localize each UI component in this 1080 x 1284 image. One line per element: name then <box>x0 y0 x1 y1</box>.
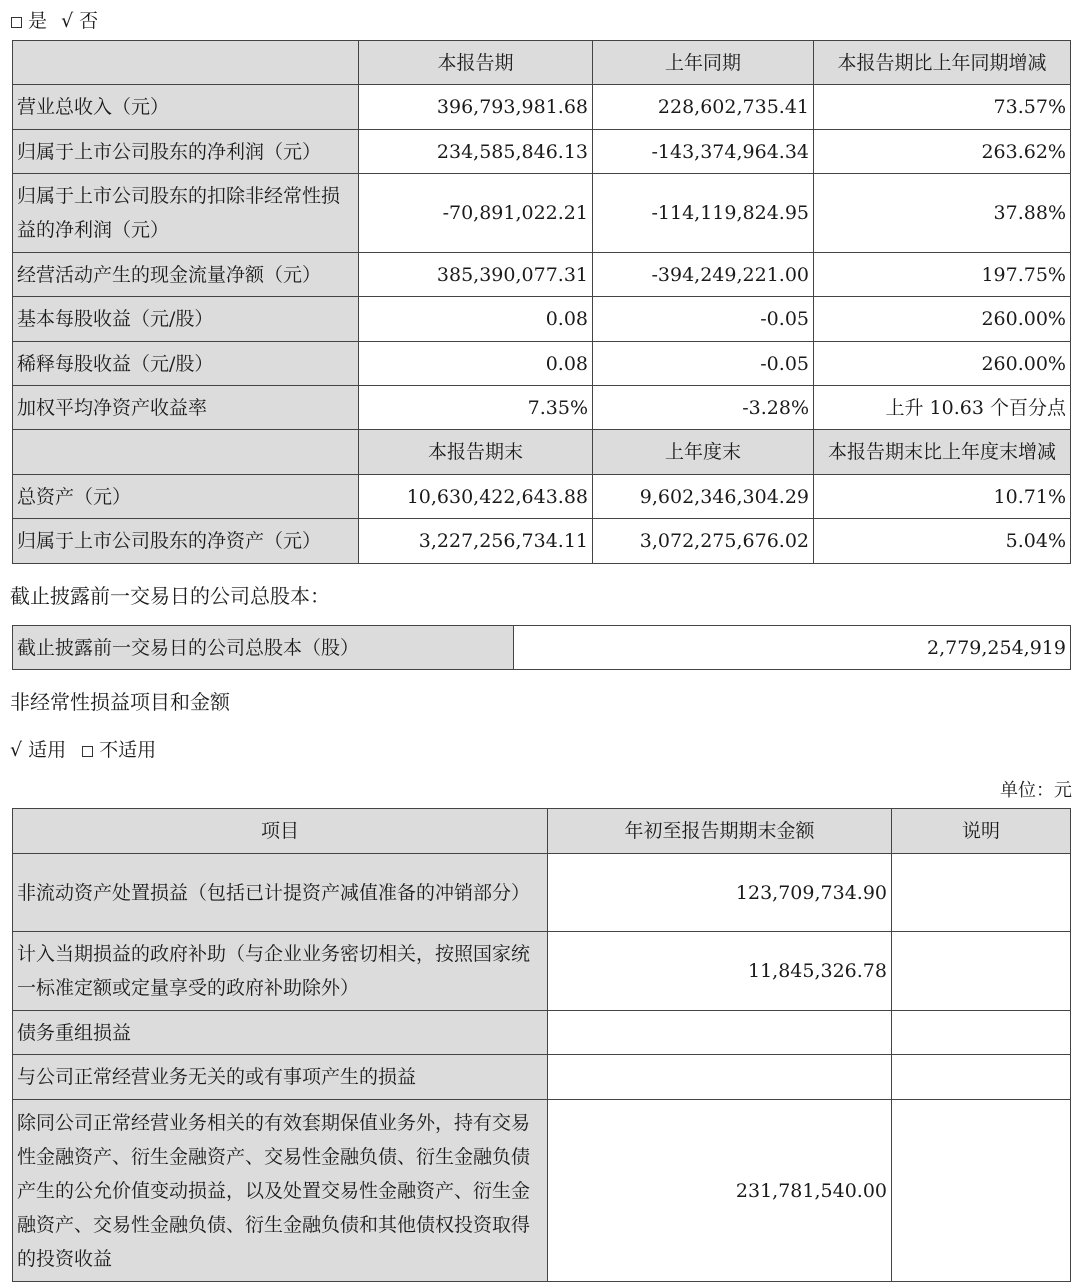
row-label: 计入当期损益的政府补助（与企业业务密切相关，按照国家统一标准定额或定量享受的政府补助除外） <box>13 932 548 1011</box>
row-label: 与公司正常经营业务无关的或有事项产生的损益 <box>13 1055 548 1100</box>
table-header-row <box>13 41 1071 85</box>
applicable-yes-label: 适用 <box>28 739 67 761</box>
cell-value: -0.05 <box>593 297 814 342</box>
table-header-row-2 <box>13 430 1071 475</box>
cell-note <box>892 932 1071 1011</box>
table-row <box>13 85 1071 130</box>
table-row <box>13 130 1071 174</box>
row-label: 加权平均净资产收益率 <box>13 386 359 430</box>
option-yes-label: 是 <box>28 10 48 32</box>
row-label: 非流动资产处置损益（包括已计提资产减值准备的冲销部分） <box>13 854 548 932</box>
header-note: 说明 <box>892 809 1071 854</box>
row-label: 稀释每股收益（元/股） <box>13 342 359 386</box>
unit-label: 单位：元 <box>1000 780 1072 801</box>
cell-value: 263.62% <box>814 130 1071 174</box>
share-capital-table <box>12 625 1071 670</box>
report-option-line <box>10 6 98 33</box>
row-label: 营业总收入（元） <box>13 85 359 130</box>
table-row <box>13 386 1071 430</box>
cell-value <box>548 1055 892 1100</box>
row-label: 归属于上市公司股东的扣除非经常性损益的净利润（元） <box>13 174 359 253</box>
nonrecurring-title: 非经常性损益项目和金额 <box>10 690 230 714</box>
header-change-year-end: 本报告期末比上年度末增减 <box>814 430 1071 475</box>
option-no-label: 否 <box>79 10 99 32</box>
cell-value: 396,793,981.68 <box>359 85 593 130</box>
cell-value: -3.28% <box>593 386 814 430</box>
cell-value: 上升 10.63 个百分点 <box>814 386 1071 430</box>
cell-value: 260.00% <box>814 297 1071 342</box>
table-row <box>13 854 1071 932</box>
table-header-row <box>13 809 1071 854</box>
cell-value: -0.05 <box>593 342 814 386</box>
table-row <box>13 253 1071 297</box>
checkbox-yes-icon <box>11 17 22 28</box>
key-financial-table <box>12 40 1071 564</box>
table-row <box>13 626 1071 670</box>
checkbox-not-applicable-icon <box>82 746 93 757</box>
cell-value: -394,249,221.00 <box>593 253 814 297</box>
header-prior-period: 上年同期 <box>593 41 814 85</box>
cell-value: 37.88% <box>814 174 1071 253</box>
cell-value: -114,119,824.95 <box>593 174 814 253</box>
table-row <box>13 1055 1071 1100</box>
applicable-option-line <box>10 735 156 762</box>
row-label: 总资产（元） <box>13 475 359 519</box>
header-amount: 年初至报告期期末金额 <box>548 809 892 854</box>
share-capital-label: 截止披露前一交易日的公司总股本（股） <box>13 626 514 670</box>
cell-value: 228,602,735.41 <box>593 85 814 130</box>
cell-value: 10,630,422,643.88 <box>359 475 593 519</box>
row-label: 归属于上市公司股东的净利润（元） <box>13 130 359 174</box>
row-label: 除同公司正常经营业务相关的有效套期保值业务外，持有交易性金融资产、衍生金融资产、交易性金融负债、衍生金融负债产生的公允价值变动损益，以及处置交易性金融资产、衍生金融资产、交易性金融负债、衍生金融负债和其他债权投资取得的投资收益 <box>13 1100 548 1282</box>
cell-value: 123,709,734.90 <box>548 854 892 932</box>
table-row <box>13 475 1071 519</box>
cell-value: 3,227,256,734.11 <box>359 519 593 564</box>
header-change: 本报告期比上年同期增减 <box>814 41 1071 85</box>
cell-value: 5.04% <box>814 519 1071 564</box>
row-label: 债务重组损益 <box>13 1011 548 1055</box>
table-row <box>13 342 1071 386</box>
table-row <box>13 174 1071 253</box>
cell-note <box>892 1100 1071 1282</box>
cell-note <box>892 1055 1071 1100</box>
table-row <box>13 1100 1071 1282</box>
cell-note <box>892 854 1071 932</box>
cell-value: -143,374,964.34 <box>593 130 814 174</box>
header-cell-empty <box>13 430 359 475</box>
cell-value: 11,845,326.78 <box>548 932 892 1011</box>
header-current-period: 本报告期 <box>359 41 593 85</box>
nonrecurring-table <box>12 808 1071 1282</box>
row-label: 归属于上市公司股东的净资产（元） <box>13 519 359 564</box>
cell-value: -70,891,022.21 <box>359 174 593 253</box>
row-label: 基本每股收益（元/股） <box>13 297 359 342</box>
cell-value: 0.08 <box>359 297 593 342</box>
check-mark-icon: √ <box>10 739 23 761</box>
share-capital-title: 截止披露前一交易日的公司总股本： <box>10 584 330 608</box>
header-period-end: 本报告期末 <box>359 430 593 475</box>
header-cell-empty <box>13 41 359 85</box>
table-row <box>13 1011 1071 1055</box>
check-mark-icon: √ <box>61 10 74 32</box>
cell-value: 385,390,077.31 <box>359 253 593 297</box>
cell-value: 197.75% <box>814 253 1071 297</box>
cell-value: 73.57% <box>814 85 1071 130</box>
cell-value: 231,781,540.00 <box>548 1100 892 1282</box>
cell-value: 234,585,846.13 <box>359 130 593 174</box>
share-capital-value: 2,779,254,919 <box>514 626 1071 670</box>
cell-value: 260.00% <box>814 342 1071 386</box>
table-row <box>13 297 1071 342</box>
header-prior-year-end: 上年度末 <box>593 430 814 475</box>
header-item: 项目 <box>13 809 548 854</box>
table-row <box>13 932 1071 1011</box>
cell-value: 9,602,346,304.29 <box>593 475 814 519</box>
cell-note <box>892 1011 1071 1055</box>
table-row <box>13 519 1071 564</box>
cell-value: 0.08 <box>359 342 593 386</box>
cell-value: 7.35% <box>359 386 593 430</box>
applicable-no-label: 不适用 <box>99 739 157 761</box>
row-label: 经营活动产生的现金流量净额（元） <box>13 253 359 297</box>
cell-value <box>548 1011 892 1055</box>
cell-value: 10.71% <box>814 475 1071 519</box>
cell-value: 3,072,275,676.02 <box>593 519 814 564</box>
